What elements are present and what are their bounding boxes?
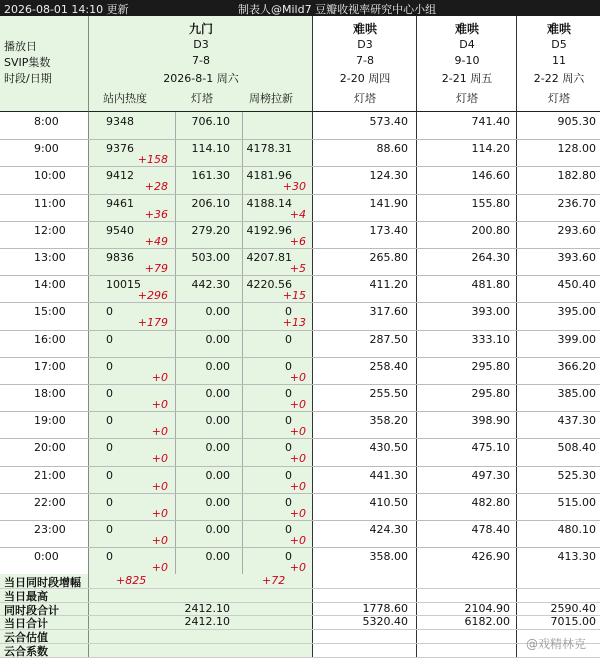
row-compare-1: 317.60 <box>369 305 408 319</box>
footer-compare-3: 2590.40 <box>550 601 596 615</box>
compare-header-1 <box>312 16 416 112</box>
row-divider <box>0 194 600 195</box>
row-heat-increase: +0 <box>151 479 168 493</box>
row-compare-2: 295.80 <box>471 387 510 400</box>
label-time-date: 时段/日期 <box>4 72 52 85</box>
row-weekly: 0 <box>285 523 292 536</box>
row-compare-1: 358.20 <box>369 414 408 428</box>
row-weekly-increase: +0 <box>289 370 306 384</box>
footer-label: 同时段合计 <box>4 603 59 617</box>
compare-2-day: D4 <box>459 38 475 51</box>
compare-2-episodes: 9-10 <box>454 54 480 67</box>
row-heat: 0 <box>106 523 113 536</box>
row-compare-3: 395.00 <box>557 305 596 319</box>
row-heat-increase: +79 <box>144 262 168 275</box>
footer-compare-2: 2104.90 <box>464 601 510 615</box>
row-divider <box>0 139 600 140</box>
row-compare-2: 146.60 <box>471 169 510 183</box>
row-compare-3: 450.40 <box>557 278 596 292</box>
footer-compare-2: 6182.00 <box>464 615 510 629</box>
row-lighthouse: 0.00 <box>205 359 230 373</box>
row-lighthouse: 161.30 <box>191 169 230 183</box>
row-weekly-increase: +0 <box>289 425 306 439</box>
compare-3-day: D5 <box>551 38 567 51</box>
sub-header-lighthouse: 灯塔 <box>191 92 213 105</box>
row-heat: 0 <box>106 414 113 428</box>
row-lighthouse: 114.10 <box>191 142 230 156</box>
row-heat: 9540 <box>106 223 134 237</box>
row-weekly-increase: +4 <box>289 207 306 221</box>
row-heat: 0 <box>106 387 113 400</box>
row-weekly: 4188.14 <box>246 196 292 210</box>
row-divider <box>0 357 600 358</box>
row-compare-3: 393.60 <box>557 251 596 264</box>
row-divider <box>0 438 600 439</box>
row-compare-2: 426.90 <box>471 550 510 564</box>
compare-1-episodes: 7-8 <box>356 54 374 67</box>
table-author-title: 制表人@Mild7 豆瓣收视率研究中心小组 <box>238 3 437 16</box>
footer-divider <box>0 629 600 630</box>
row-compare-3: 480.10 <box>557 523 596 536</box>
header-labels <box>0 16 88 112</box>
row-heat-increase: +0 <box>151 452 168 466</box>
row-weekly-increase: +0 <box>289 506 306 520</box>
row-compare-1: 265.80 <box>369 251 408 264</box>
row-compare-3: 236.70 <box>557 196 596 210</box>
compare-1-name: 难哄 <box>352 22 377 36</box>
row-heat-increase: +36 <box>144 207 168 221</box>
row-lighthouse: 0.00 <box>205 332 230 346</box>
row-compare-2: 200.80 <box>471 223 510 237</box>
row-lighthouse: 279.20 <box>191 223 230 237</box>
compare-3-date: 2-22 周六 <box>533 72 585 85</box>
row-heat: 9836 <box>106 251 134 264</box>
row-weekly: 4181.96 <box>246 169 292 183</box>
row-divider <box>0 466 600 467</box>
footer-lighthouse: 2412.10 <box>184 615 230 629</box>
row-weekly-increase: +15 <box>282 289 306 303</box>
compare-3-name: 难哄 <box>546 22 571 36</box>
footer-compare-1: 1778.60 <box>362 601 408 615</box>
row-compare-1: 424.30 <box>369 523 408 536</box>
row-time: 18:00 <box>34 387 66 400</box>
row-lighthouse: 0.00 <box>205 468 230 482</box>
label-air-day: 播放日 <box>4 40 37 53</box>
row-heat: 0 <box>106 332 113 346</box>
row-divider <box>0 493 600 494</box>
row-compare-3: 437.30 <box>557 414 596 428</box>
footer-label: 云合系数 <box>4 645 48 658</box>
row-heat: 0 <box>106 495 113 509</box>
footer-label: 云合估值 <box>4 631 48 645</box>
row-weekly: 0 <box>285 495 292 509</box>
row-lighthouse: 0.00 <box>205 414 230 428</box>
row-weekly: 0 <box>285 441 292 455</box>
row-weekly: 4220.56 <box>246 278 292 292</box>
row-time: 22:00 <box>34 495 66 509</box>
row-time: 19:00 <box>34 414 66 428</box>
row-compare-2: 482.80 <box>471 495 510 509</box>
main-show-day: D3 <box>193 38 209 51</box>
row-weekly-increase: +13 <box>282 316 306 330</box>
row-compare-2: 114.20 <box>471 142 510 156</box>
row-heat-increase: +0 <box>151 506 168 520</box>
watermark: @戏精林克 <box>525 637 586 651</box>
compare-2-date: 2-21 周五 <box>441 72 493 85</box>
row-time: 13:00 <box>34 251 66 264</box>
row-compare-1: 441.30 <box>369 468 408 482</box>
row-weekly: 4207.81 <box>246 251 292 264</box>
row-heat-increase: +0 <box>151 370 168 384</box>
row-compare-3: 413.30 <box>557 550 596 564</box>
row-heat-increase: +28 <box>144 180 168 194</box>
compare-2-sub-header: 灯塔 <box>456 92 478 105</box>
row-divider <box>0 248 600 249</box>
row-time: 14:00 <box>34 278 66 292</box>
row-compare-3: 508.40 <box>557 441 596 455</box>
row-divider <box>0 520 600 521</box>
row-compare-3: 293.60 <box>557 223 596 237</box>
row-time: 0:00 <box>34 550 59 564</box>
compare-header-2 <box>416 16 516 112</box>
row-compare-2: 155.80 <box>471 196 510 210</box>
compare-3-episodes: 11 <box>552 54 566 67</box>
row-time: 23:00 <box>34 523 66 536</box>
row-lighthouse: 0.00 <box>205 441 230 455</box>
footer-divider <box>0 615 600 616</box>
row-compare-3: 399.00 <box>557 332 596 346</box>
row-heat-increase: +158 <box>137 153 168 167</box>
row-divider <box>0 384 600 385</box>
row-weekly-increase: +0 <box>289 398 306 411</box>
footer-label: 当日同时段增幅 <box>4 576 81 589</box>
main-show-episodes: 7-8 <box>192 54 210 67</box>
row-heat-increase: +49 <box>144 234 168 248</box>
sub-header-weekly: 周榜拉新 <box>249 92 293 105</box>
row-weekly-increase: +6 <box>289 234 306 248</box>
footer-weekly: +72 <box>262 574 286 587</box>
row-weekly: 0 <box>285 359 292 373</box>
compare-1-day: D3 <box>357 38 373 51</box>
row-divider <box>0 221 600 222</box>
footer-divider <box>0 643 600 644</box>
row-weekly: 0 <box>285 414 292 428</box>
row-compare-2: 295.80 <box>471 359 510 373</box>
row-time: 20:00 <box>34 441 66 455</box>
row-compare-1: 124.30 <box>369 169 408 183</box>
main-show-header <box>88 16 312 112</box>
row-lighthouse: 0.00 <box>205 305 230 319</box>
row-compare-2: 497.30 <box>471 468 510 482</box>
row-compare-3: 128.00 <box>557 142 596 156</box>
row-compare-2: 398.90 <box>471 414 510 428</box>
row-heat-increase: +0 <box>151 398 168 411</box>
row-time: 16:00 <box>34 332 66 346</box>
row-weekly-increase: +0 <box>289 452 306 466</box>
top-bar <box>0 0 600 16</box>
row-heat-increase: +0 <box>151 534 168 547</box>
row-heat-increase: +0 <box>151 561 168 575</box>
row-time: 9:00 <box>34 142 59 156</box>
main-show-name: 九门 <box>188 22 213 36</box>
footer-divider <box>0 602 600 603</box>
footer-label: 当日合计 <box>4 617 48 631</box>
compare-3-sub-header: 灯塔 <box>548 92 570 105</box>
row-compare-1: 173.40 <box>369 223 408 237</box>
footer-divider <box>0 588 600 589</box>
row-compare-1: 358.00 <box>369 550 408 564</box>
row-compare-1: 411.20 <box>369 278 408 292</box>
row-compare-3: 366.20 <box>557 359 596 373</box>
row-compare-3: 525.30 <box>557 468 596 482</box>
row-compare-2: 478.40 <box>471 523 510 536</box>
row-lighthouse: 0.00 <box>205 523 230 536</box>
row-time: 11:00 <box>34 196 66 210</box>
row-heat-increase: +296 <box>137 289 168 303</box>
row-weekly: 4178.31 <box>246 142 292 156</box>
row-compare-2: 481.80 <box>471 278 510 292</box>
row-heat: 9348 <box>106 115 134 128</box>
row-weekly: 0 <box>285 550 292 564</box>
main-show-date: 2026-8-1 周六 <box>163 72 239 85</box>
row-weekly-increase: +5 <box>289 262 306 275</box>
row-time: 10:00 <box>34 169 66 183</box>
label-svip-episodes: SVIP集数 <box>4 56 51 69</box>
row-compare-3: 182.80 <box>557 169 596 183</box>
row-time: 21:00 <box>34 468 66 482</box>
row-divider <box>0 166 600 167</box>
row-compare-1: 430.50 <box>369 441 408 455</box>
row-heat: 0 <box>106 550 113 564</box>
row-lighthouse: 503.00 <box>191 251 230 264</box>
row-compare-1: 258.40 <box>369 359 408 373</box>
row-lighthouse: 0.00 <box>205 495 230 509</box>
row-weekly: 0 <box>285 332 292 346</box>
footer-heat: +825 <box>116 574 147 587</box>
row-heat: 0 <box>106 441 113 455</box>
row-compare-1: 141.90 <box>369 196 408 210</box>
update-timestamp: 2026-08-01 14:10 更新 <box>4 3 129 16</box>
row-heat: 0 <box>106 468 113 482</box>
row-weekly-increase: +0 <box>289 479 306 493</box>
row-compare-1: 573.40 <box>369 115 408 128</box>
row-compare-2: 475.10 <box>471 441 510 455</box>
row-compare-2: 333.10 <box>471 332 510 346</box>
row-weekly: 0 <box>285 387 292 400</box>
row-weekly: 4192.96 <box>246 223 292 237</box>
row-weekly: 0 <box>285 305 292 319</box>
footer-label: 当日最高 <box>4 589 48 603</box>
row-lighthouse: 706.10 <box>191 115 230 128</box>
sub-header-heat: 站内热度 <box>103 92 147 105</box>
compare-2-name: 难哄 <box>454 22 479 36</box>
row-lighthouse: 0.00 <box>205 387 230 400</box>
compare-header-3 <box>516 16 600 112</box>
row-time: 17:00 <box>34 359 66 373</box>
row-divider <box>0 411 600 412</box>
row-heat-increase: +0 <box>151 425 168 439</box>
row-heat: 0 <box>106 359 113 373</box>
row-weekly-increase: +0 <box>289 534 306 547</box>
footer-compare-1: 5320.40 <box>362 615 408 629</box>
row-lighthouse: 0.00 <box>205 550 230 564</box>
compare-1-sub-header: 灯塔 <box>354 92 376 105</box>
footer-lighthouse: 2412.10 <box>184 601 230 615</box>
row-compare-1: 255.50 <box>369 387 408 400</box>
row-compare-3: 905.30 <box>557 115 596 128</box>
row-divider <box>0 330 600 331</box>
row-weekly-increase: +30 <box>282 180 306 194</box>
row-compare-2: 741.40 <box>471 115 510 128</box>
row-weekly-increase: +0 <box>289 561 306 575</box>
row-compare-1: 88.60 <box>376 142 408 156</box>
row-weekly: 0 <box>285 468 292 482</box>
row-heat: 10015 <box>106 278 141 292</box>
row-compare-1: 410.50 <box>369 495 408 509</box>
compare-1-date: 2-20 周四 <box>339 72 391 85</box>
row-time: 8:00 <box>34 115 59 128</box>
row-compare-3: 385.00 <box>557 387 596 400</box>
row-divider <box>0 547 600 548</box>
row-lighthouse: 206.10 <box>191 196 230 210</box>
row-lighthouse: 442.30 <box>191 278 230 292</box>
row-heat: 9376 <box>106 142 134 156</box>
row-heat: 0 <box>106 305 113 319</box>
row-compare-1: 287.50 <box>369 332 408 346</box>
row-divider <box>0 302 600 303</box>
row-heat: 9412 <box>106 169 134 183</box>
row-compare-3: 515.00 <box>557 495 596 509</box>
row-heat-increase: +179 <box>137 316 168 330</box>
row-heat: 9461 <box>106 196 134 210</box>
footer-compare-3: 7015.00 <box>550 615 596 629</box>
row-compare-2: 393.00 <box>471 305 510 319</box>
row-time: 12:00 <box>34 223 66 237</box>
row-compare-2: 264.30 <box>471 251 510 264</box>
row-divider <box>0 275 600 276</box>
row-time: 15:00 <box>34 305 66 319</box>
